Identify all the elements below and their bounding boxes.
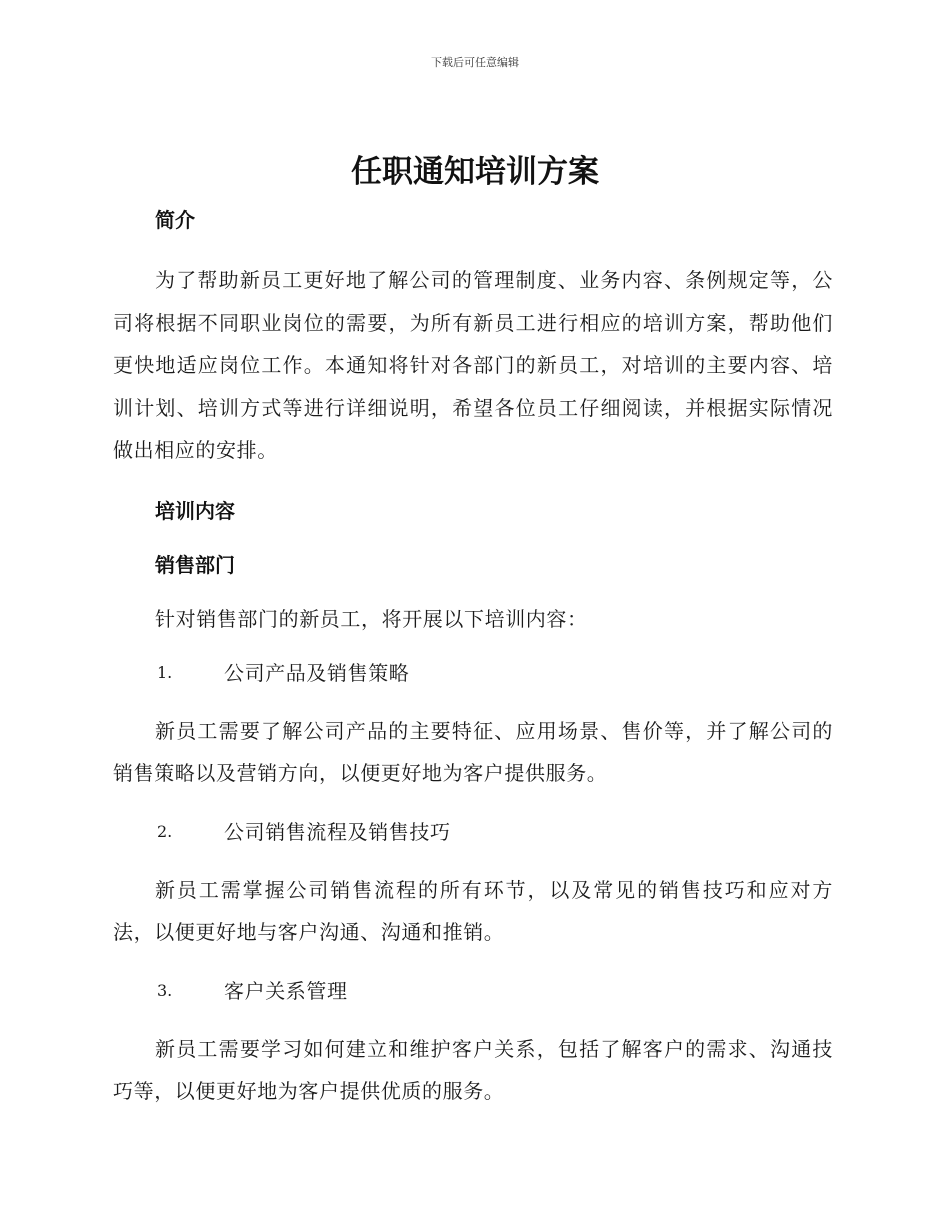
document-body [113,203,833,1113]
list-item-paragraph: 新员工需掌握公司销售流程的所有环节，以及常见的销售技巧和应对方法，以便更好地与客户沟通、沟通和推销。 [113,877,833,944]
intro-paragraph: 为了帮助新员工更好地了解公司的管理制度、业务内容、条例规定等，公司将根据不同职业岗位的需要，为所有新员工进行相应的培训方案，帮助他们更快地适应岗位工作。本通知将针对各部门的新员工，对培训的主要内容、培训计划、培训方式等进行详细说明，希望各位员工仔细阅读，并根据实际情况做出相应的安排。 [113,268,833,462]
intro-heading: 简介 [155,208,195,232]
list-item-number: 3. [157,980,173,1000]
list-item [113,656,833,690]
header-note: 下载后可任意编辑 [431,56,519,69]
training-content-heading: 培训内容 [155,498,235,523]
list-item-title: 客户关系管理 [224,978,348,1003]
list-item-number: 2. [157,821,173,841]
list-item-title: 公司产品及销售策略 [224,660,410,685]
list-item-paragraph: 新员工需要学习如何建立和维护客户关系，包括了解客户的需求、沟通技巧等，以便更好地为客户提供优质的服务。 [113,1036,833,1103]
sales-intro-paragraph: 针对销售部门的新员工，将开展以下培训内容： [155,606,588,631]
list-item-number: 1. [157,662,173,682]
list-item [113,974,833,1008]
document-title: 任职通知培训方案 [351,154,599,190]
sales-department-heading: 销售部门 [155,552,235,577]
list-item [113,815,833,849]
list-item-paragraph: 新员工需要了解公司产品的主要特征、应用场景、售价等，并了解公司的销售策略以及营销方向，以便更好地为客户提供服务。 [113,718,833,785]
list-item-title: 公司销售流程及销售技巧 [224,819,451,844]
